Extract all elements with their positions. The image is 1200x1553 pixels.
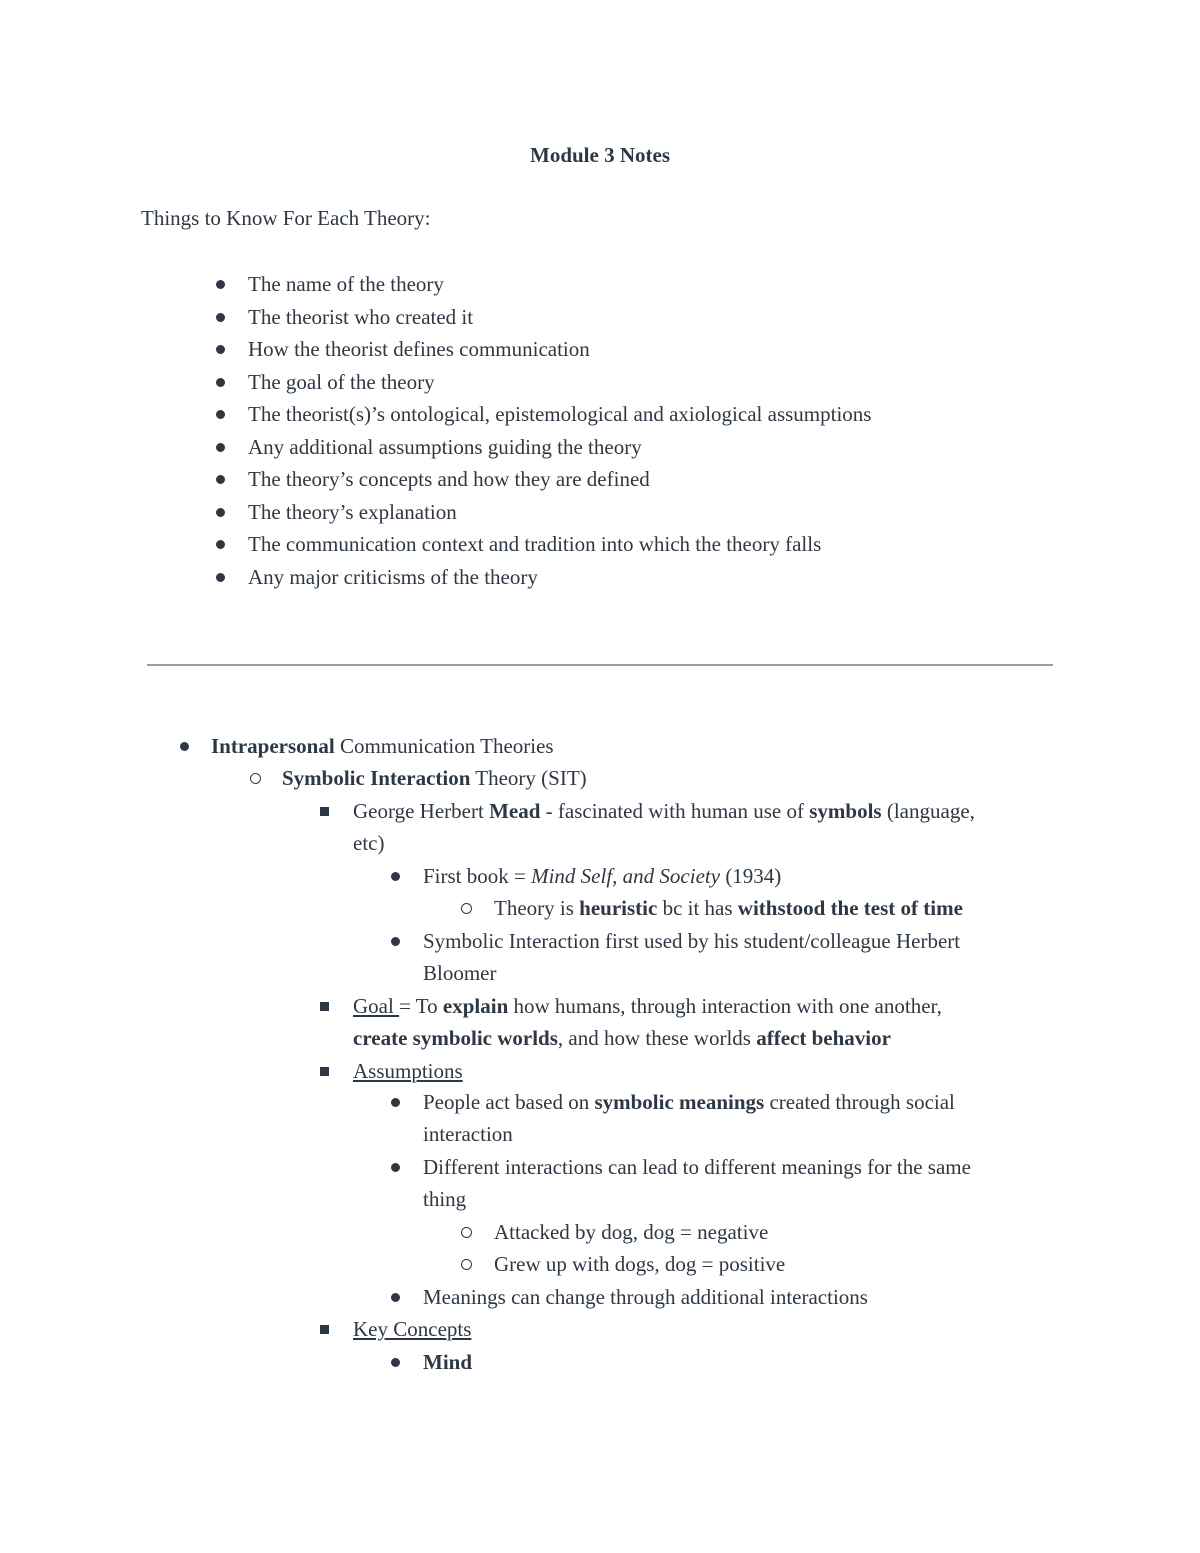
bullet-disc-icon (216, 540, 225, 549)
bullet-square-icon (320, 807, 329, 816)
bullet-disc-icon (216, 345, 225, 354)
bullet-disc-icon (216, 475, 225, 484)
bold-text: Intrapersonal (211, 734, 335, 758)
bullet-disc-icon (391, 872, 400, 881)
bullet-disc-icon (391, 1358, 400, 1367)
bullet-disc-icon (391, 937, 400, 946)
section-heading: Things to Know For Each Theory: (141, 206, 431, 230)
document-page: Module 3 Notes Things to Know For Each Theory: The name of the theory The theorist who created it How the theorist defines communication The goal of the theory The theorist(s)’s ontological, epistemological and axiological assumptions Any additional assumptions guiding the theory The theory’s concepts and how they are defined The theory’s explanation The communication context and tradition into which the theory falls Any major criticisms of the theory Intrapersonal Communication Theories Symbolic Interaction Theory (SIT) George Herbert Mead - fascinated with human use of symbols (language, etc) First book = Mind Self, and Society (1934) Theory is heuristic bc it has withstood the test of time Symbolic Interaction first used by his student/colleague Herbert Bloomer Goal = To explain how humans, through interaction with one another, create symbolic worlds, and how these worlds affect behavior Assumptions People act based on symbolic meanings created through social interaction Different interactions can lead to different meanings for the same thing Attacked by dog, dog = negative Grew up with dogs, dog = positive Meanings can change through additional interactions Key Concepts Mind (0, 0, 1200, 1553)
bullet-circle-icon (461, 903, 472, 914)
bullet-disc-icon (391, 1293, 400, 1302)
bullet-square-icon (320, 1325, 329, 1334)
bold-text: Symbolic Interaction (282, 766, 471, 790)
bullet-circle-icon (461, 1259, 472, 1270)
bullet-disc-icon (391, 1098, 400, 1107)
bullet-square-icon (320, 1067, 329, 1076)
bullet-disc-icon (216, 378, 225, 387)
bullet-disc-icon (216, 573, 225, 582)
bullet-disc-icon (216, 508, 225, 517)
page-title: Module 3 Notes (530, 143, 670, 167)
horizontal-divider (147, 664, 1053, 666)
bullet-disc-icon (216, 443, 225, 452)
bullet-square-icon (320, 1002, 329, 1011)
bullet-circle-icon (250, 773, 261, 784)
bullet-disc-icon (180, 742, 189, 751)
bullet-disc-icon (391, 1163, 400, 1172)
bullet-disc-icon (216, 410, 225, 419)
bullet-circle-icon (461, 1227, 472, 1238)
bullet-disc-icon (216, 313, 225, 322)
bullet-disc-icon (216, 280, 225, 289)
